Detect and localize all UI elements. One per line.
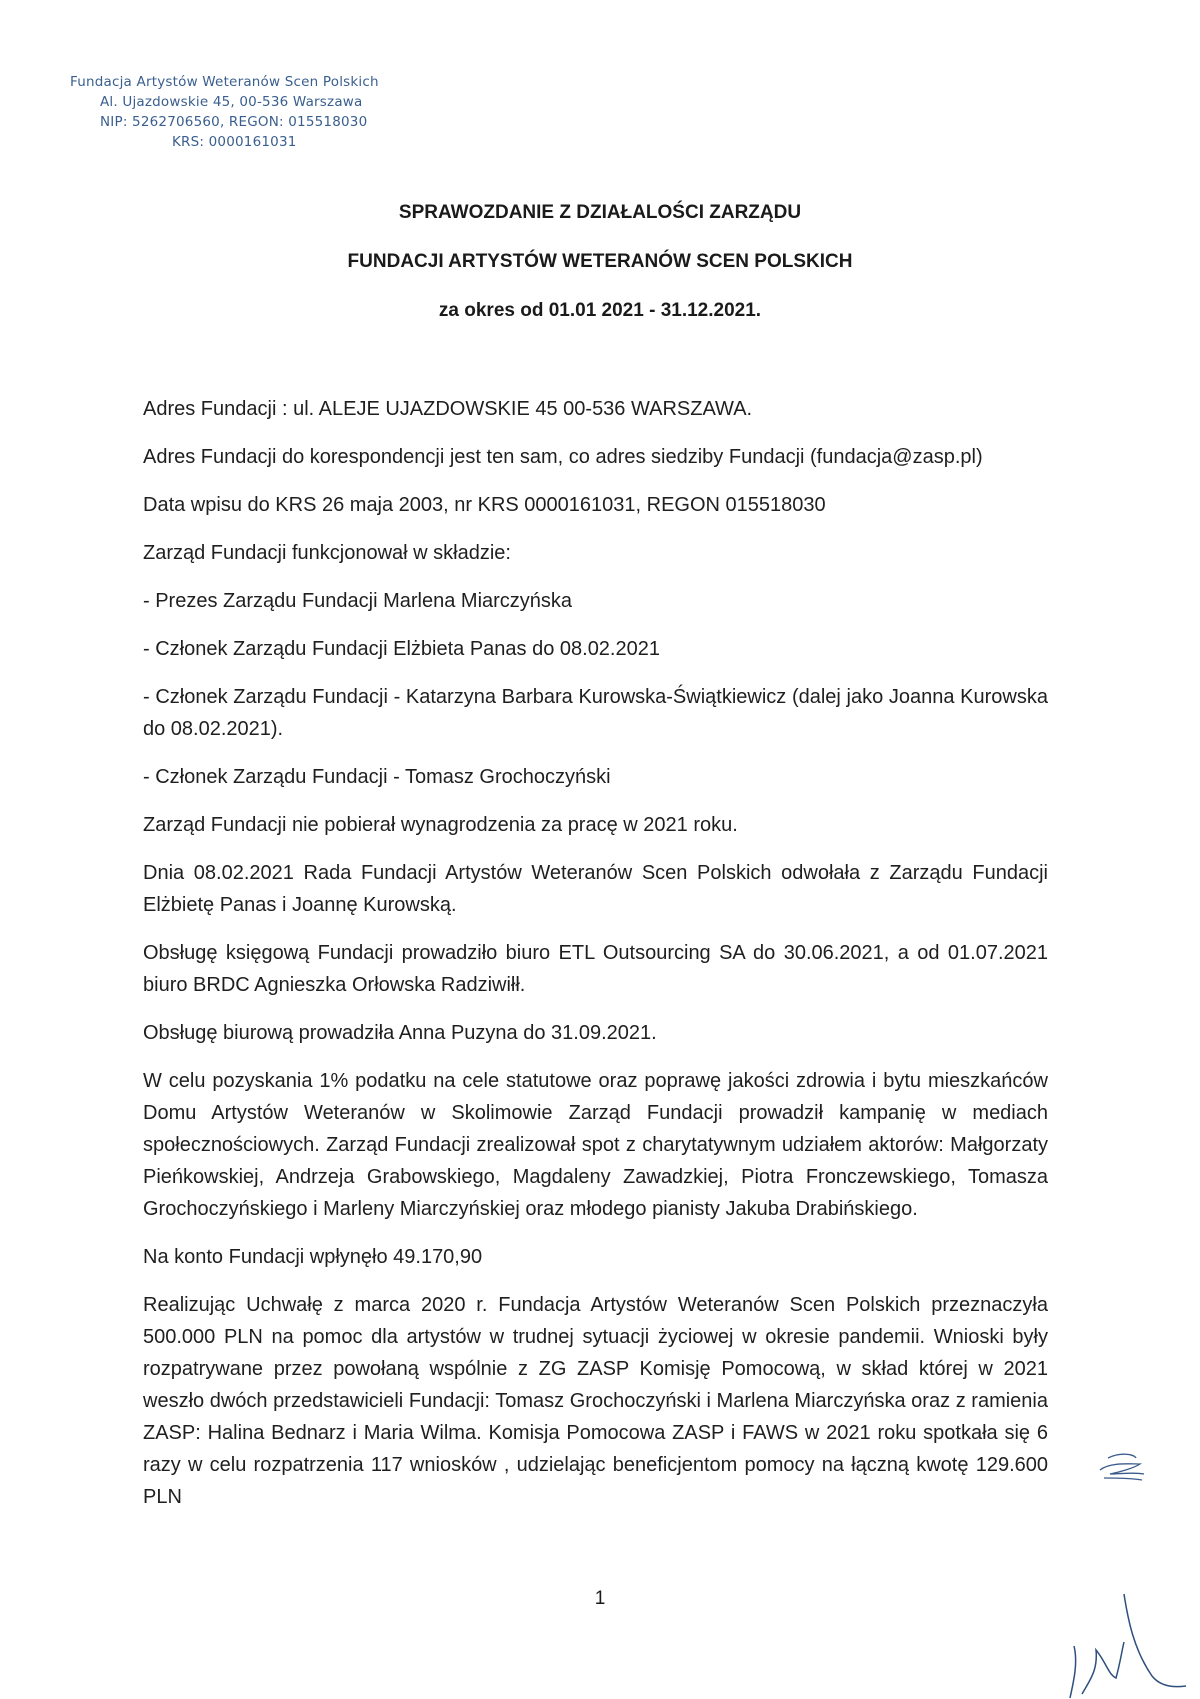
board-member-panas: - Członek Zarządu Fundacji Elżbieta Panas do 08.02.2021 (143, 638, 660, 660)
foundation-stamp (0, 72, 470, 152)
board-member-president: - Prezes Zarządu Fundacji Marlena Miarczyńska (143, 590, 573, 612)
board-member-grochoczynski: - Członek Zarządu Fundacji - Tomasz Grochoczyński (143, 766, 611, 788)
paragraph-board-intro: Zarząd Fundacji funkcjonował w składzie: (143, 542, 511, 564)
paragraph-dismissal: Dnia 08.02.2021 Rada Fundacji Artystów Weteranów Scen Polskich odwołała z Zarządu Fundacji Elżbietę Panas i Joannę Kurowską. (143, 862, 1048, 916)
paragraph-income: Na konto Fundacji wpłynęło 49.170,90 (143, 1246, 483, 1268)
paragraph-remuneration: Zarząd Fundacji nie pobierał wynagrodzenia za pracę w 2021 roku. (143, 814, 738, 836)
page-number: 1 (594, 1588, 606, 1609)
stamp-line-name: Fundacja Artystów Weteranów Scen Polskich (70, 74, 379, 90)
document-title-line-1: SPRAWOZDANIE Z DZIAŁALOŚCI ZARZĄDU (398, 202, 802, 223)
stamp-line-nip-regon: NIP: 5262706560, REGON: 015518030 (100, 114, 368, 130)
paragraph-accounting: Obsługę księgową Fundacji prowadziło biuro ETL Outsourcing SA do 30.06.2021, a od 01.07.2021 biuro BRDC Agnieszka Orłowska Radziwiłł. (143, 942, 1048, 996)
document-period: za okres od 01.01 2021 - 31.12.2021. (438, 300, 762, 321)
document-title-line-2: FUNDACJI ARTYSTÓW WETERANÓW SCEN POLSKICH (347, 251, 853, 272)
board-member-kurowska: - Członek Zarządu Fundacji - Katarzyna Barbara Kurowska-Świątkiewicz (dalej jako Joanna Kurowska do 08.02.2021). (143, 686, 1048, 740)
handwritten-signature (1060, 1590, 1190, 1699)
stamp-line-krs: KRS: 0000161031 (172, 134, 297, 150)
paragraph-aid-commission: Realizując Uchwałę z marca 2020 r. Fundacja Artystów Weteranów Scen Polskich przeznaczyła 500.000 PLN na pomoc dla artystów w trudnej sytuacji życiowej w okresie pandemii. Wnioski były rozpatrywane przez powołaną wspólnie z ZG ZASP Komisję Pomocową, w skład której w 2021 weszło dwóch przedstawicieli Fundacji: Tomasz Grochoczyński i Marlena Miarczyńska oraz z ramienia ZASP: Halina Bednarz i Maria Wilma. Komisja Pomocowa ZASP i FAWS w 2021 roku spotkała się 6 razy w celu rozpatrzenia 117 wniosków , udzielając beneficjentom pomocy na łączną kwotę 129.600 PLN (143, 1294, 1048, 1508)
paragraph-office: Obsługę biurową prowadziła Anna Puzyna do 31.09.2021. (143, 1022, 657, 1044)
paragraph-campaign: W celu pozyskania 1% podatku na cele statutowe oraz poprawę jakości zdrowia i bytu mieszkańców Domu Artystów Weteranów w Skolimowie Zarząd Fundacji prowadził kampanię w mediach społecznościowych. Zarząd Fundacji zrealizował spot z charytatywnym udziałem aktorów: Małgorzaty Pieńkowskiej, Andrzeja Grabowskiego, Magdaleny Zawadzkiej, Piotra Fronczewskiego, Tomasza Grochoczyńskiego i Marleny Miarczyńskiej oraz młodego pianisty Jakuba Drabińskiego. (143, 1070, 1048, 1220)
stamp-line-address: Al. Ujazdowskie 45, 00-536 Warszawa (100, 94, 363, 110)
paragraph-krs-entry: Data wpisu do KRS 26 maja 2003, nr KRS 0000161031, REGON 015518030 (143, 494, 826, 516)
report-body (143, 393, 1048, 1529)
handwritten-initials (1090, 1448, 1150, 1488)
paragraph-correspondence: Adres Fundacji do korespondencji jest ten sam, co adres siedziby Fundacji (fundacja@zasp.pl) (143, 446, 983, 468)
paragraph-address: Adres Fundacji : ul. ALEJE UJAZDOWSKIE 45 00-536 WARSZAWA. (143, 398, 753, 420)
